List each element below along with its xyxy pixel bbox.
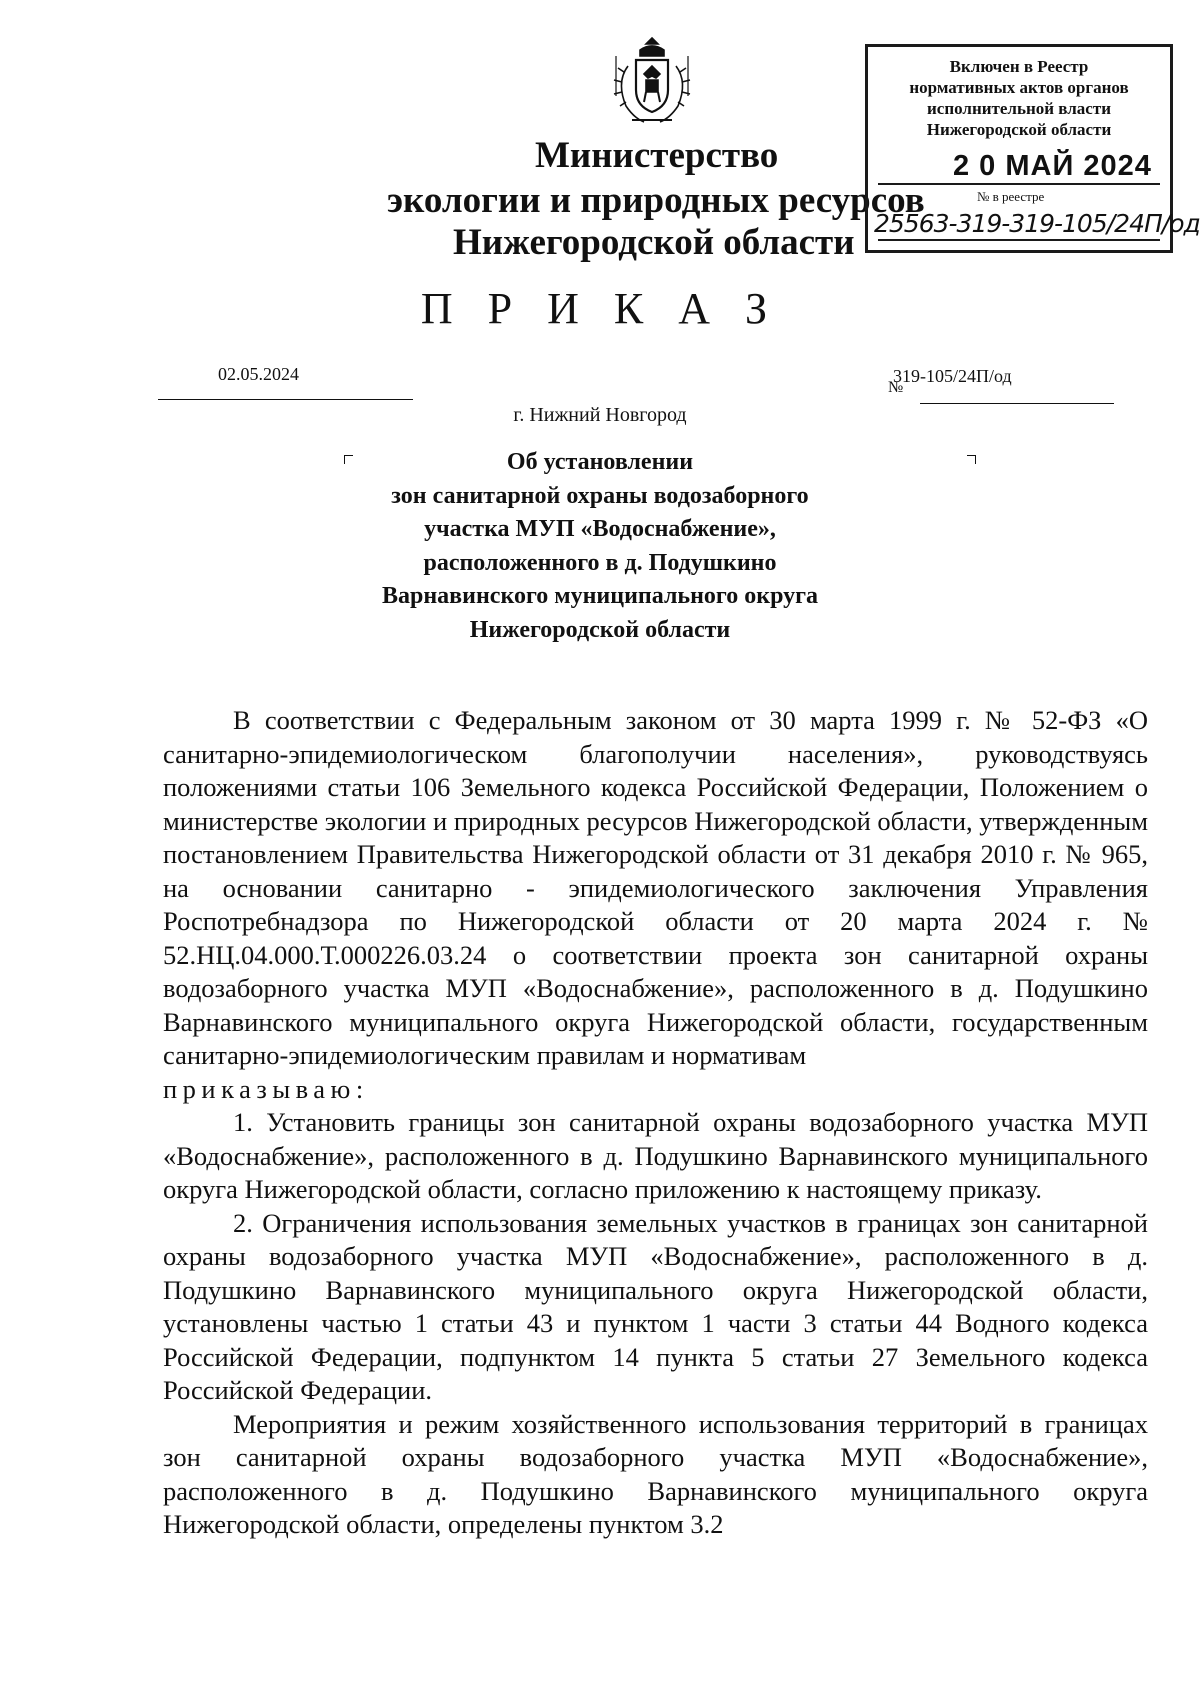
stamp-text bbox=[868, 56, 1170, 140]
order-item-2-continuation: Мероприятия и режим хозяйственного использования территорий в границах зон санитарной охраны водозаборного участка МУП «Водоснабжение», расположенного в д. Подушкино Варнавинского муниципального округа Нижегородской области, определены пунктом 3.2 bbox=[163, 1408, 1148, 1539]
order-item-2: 2. Ограничения использования земельных участков в границах зон санитарной охраны водозаборного участка МУП «Водоснабжение», расположенного в д. Подушкино Варнавинского муниципального округа Нижегородской области, установлены частью 1 статьи 43 и пунктом 1 части 3 статьи 44 Водного кодекса Российской Федерации, подпунктом 14 пункта 5 статьи 27 Земельного кодекса Российской Федерации. bbox=[163, 1207, 1148, 1405]
title-line: участка МУП «Водоснабжение», bbox=[424, 516, 776, 542]
order-title bbox=[250, 446, 950, 647]
stamp-line: исполнительной власти bbox=[927, 99, 1111, 118]
stamp-line: Включен в Реестр bbox=[949, 57, 1089, 76]
title-line: Варнавинского муниципального округа bbox=[381, 583, 818, 609]
title-line: Нижегородской области bbox=[469, 616, 731, 643]
city: г. Нижний Новгород bbox=[513, 404, 687, 426]
stamp-divider bbox=[878, 239, 1160, 241]
stamp-number-label: № в реестре bbox=[977, 189, 1045, 204]
ministry-name-line-1: Министерство bbox=[535, 135, 779, 176]
stamp-handwritten-number: 25563-319-319-105/24П/од bbox=[874, 209, 1200, 238]
order-body bbox=[163, 704, 1148, 1542]
order-verb: приказываю: bbox=[163, 1073, 369, 1104]
stamp-divider bbox=[878, 183, 1160, 185]
title-line: расположенного в д. Подушкино bbox=[423, 549, 777, 576]
ministry-name-line-3: Нижегородской области bbox=[453, 222, 855, 263]
stamp-line: нормативных актов органов bbox=[909, 78, 1129, 97]
order-number: 319-105/24П/од bbox=[893, 366, 1012, 386]
order-number-sign: № bbox=[888, 379, 904, 396]
registry-stamp bbox=[865, 44, 1200, 253]
ministry-name-line-2: экологии и природных ресурсов bbox=[387, 180, 925, 221]
date-underline bbox=[158, 399, 413, 400]
title-line: зон санитарной охраны водозаборного bbox=[391, 482, 809, 509]
stamp-line: Нижегородской области bbox=[926, 120, 1112, 139]
stamp-date: 2 0 МАЙ 2024 bbox=[953, 150, 1152, 182]
preamble-paragraph: В соответствии с Федеральным законом от 30 марта 1999 г. № 52-ФЗ «О санитарно-эпидемиологическом благополучии населения», руководствуясь положениями статьи 106 Земельного кодекса Российской Федерации, Положением о министерстве экологии и природных ресурсов Нижегородской области, утвержденным постановлением Правительства Нижегородской области от 31 декабря 2010 г. № 965, на основании санитарно - эпидемиологического заключения Управления Роспотребнадзора по Нижегородской области от 20 марта 2024 г. № 52.НЦ.04.000.Т.000226.03.24 о соответствии проекта зон санитарной охраны водозаборного участка МУП «Водоснабжение», расположенного в д. Подушкино Варнавинского муниципального округа Нижегородской области, государственным санитарно-эпидемиологическим правилам и нормативам bbox=[163, 705, 1148, 1070]
document-type-heading: П Р И К А З bbox=[420, 284, 780, 333]
order-item-1: 1. Установить границы зон санитарной охраны водозаборного участка МУП «Водоснабжение», расположенного в д. Подушкино Варнавинского муниципального округа Нижегородской области, согласно приложению к настоящему приказу. bbox=[163, 1107, 1148, 1204]
order-date: 02.05.2024 bbox=[218, 364, 299, 384]
title-corner-mark-right bbox=[967, 455, 976, 464]
coat-of-arms-emblem bbox=[606, 36, 698, 128]
title-line: Об установлении bbox=[506, 449, 694, 475]
